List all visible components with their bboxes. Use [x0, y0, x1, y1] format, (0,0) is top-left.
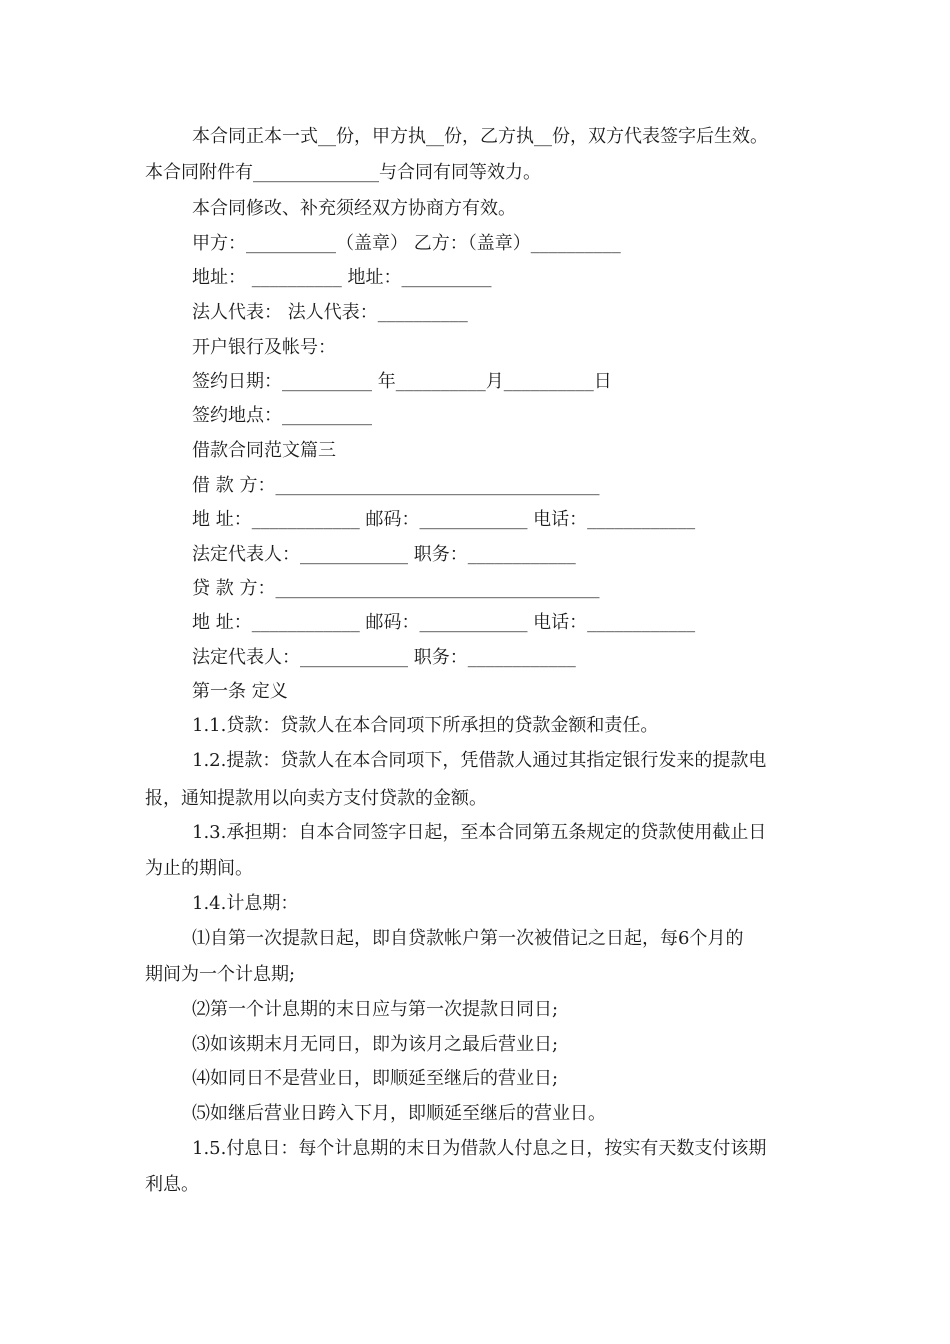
lender-rep-line: 法定代表人：____________ 职务：____________	[192, 647, 576, 668]
clause-1-1: 1.1.贷款：贷款人在本合同项下所承担的贷款金额和责任。	[192, 715, 659, 736]
legal-rep-line: 法人代表： 法人代表：__________	[192, 302, 468, 323]
address-line: 地址： __________ 地址：__________	[192, 267, 492, 288]
signing-place-line: 签约地点：__________	[192, 405, 372, 426]
clause-1-3-cont: 为止的期间。	[145, 858, 253, 879]
clause-1-5: 1.5.付息日：每个计息期的末日为借款人付息之日，按实有天数支付该期	[192, 1138, 767, 1159]
section-title: 借款合同范文篇三	[192, 440, 336, 461]
clause-1-4: 1.4.计息期：	[192, 893, 299, 914]
party-a-b-line: 甲方：__________（盖章） 乙方：（盖章）__________	[192, 233, 621, 254]
lender-line: 贷 款 方：____________________________________	[192, 578, 600, 599]
clause-1-5-cont: 利息。	[145, 1174, 199, 1195]
borrower-address-line: 地 址：____________ 邮码：____________ 电话：____________	[192, 509, 696, 530]
clause-1-4-item-1: ⑴自第一次提款日起，即自贷款帐户第一次被借记之日起，每6个月的	[192, 928, 744, 949]
paragraph-copies: 本合同正本一式__份，甲方执__份，乙方执__份，双方代表签字后生效。	[192, 126, 768, 147]
clause-1-2: 1.2.提款：贷款人在本合同项下，凭借款人通过其指定银行发来的提款电	[192, 750, 767, 771]
borrower-line: 借 款 方：____________________________________	[192, 475, 600, 496]
clause-1-4-item-2: ⑵第一个计息期的末日应与第一次提款日同日;	[192, 999, 559, 1020]
clause-1-4-item-3: ⑶如该期末月无同日，即为该月之最后营业日;	[192, 1034, 559, 1055]
clause-1-3: 1.3.承担期：自本合同签字日起，至本合同第五条规定的贷款使用截止日	[192, 822, 767, 843]
clause-1-4-item-4: ⑷如同日不是营业日，即顺延至继后的营业日;	[192, 1068, 559, 1089]
article-one-heading: 第一条 定义	[192, 681, 288, 702]
clause-1-4-item-1-cont: 期间为一个计息期;	[145, 964, 296, 985]
paragraph-amendments: 本合同修改、补充须经双方协商方有效。	[192, 198, 516, 219]
lender-address-line: 地 址：____________ 邮码：____________ 电话：____________	[192, 612, 696, 633]
signing-date-line: 签约日期：__________ 年__________月__________日	[192, 371, 612, 392]
clause-1-4-item-5: ⑸如继后营业日跨入下月，即顺延至继后的营业日。	[192, 1103, 606, 1124]
bank-account-line: 开户银行及帐号：	[192, 337, 336, 358]
borrower-rep-line: 法定代表人：____________ 职务：____________	[192, 544, 576, 565]
paragraph-attachments: 本合同附件有______________与合同有同等效力。	[145, 162, 541, 183]
clause-1-2-cont: 报，通知提款用以向卖方支付贷款的金额。	[145, 788, 487, 809]
